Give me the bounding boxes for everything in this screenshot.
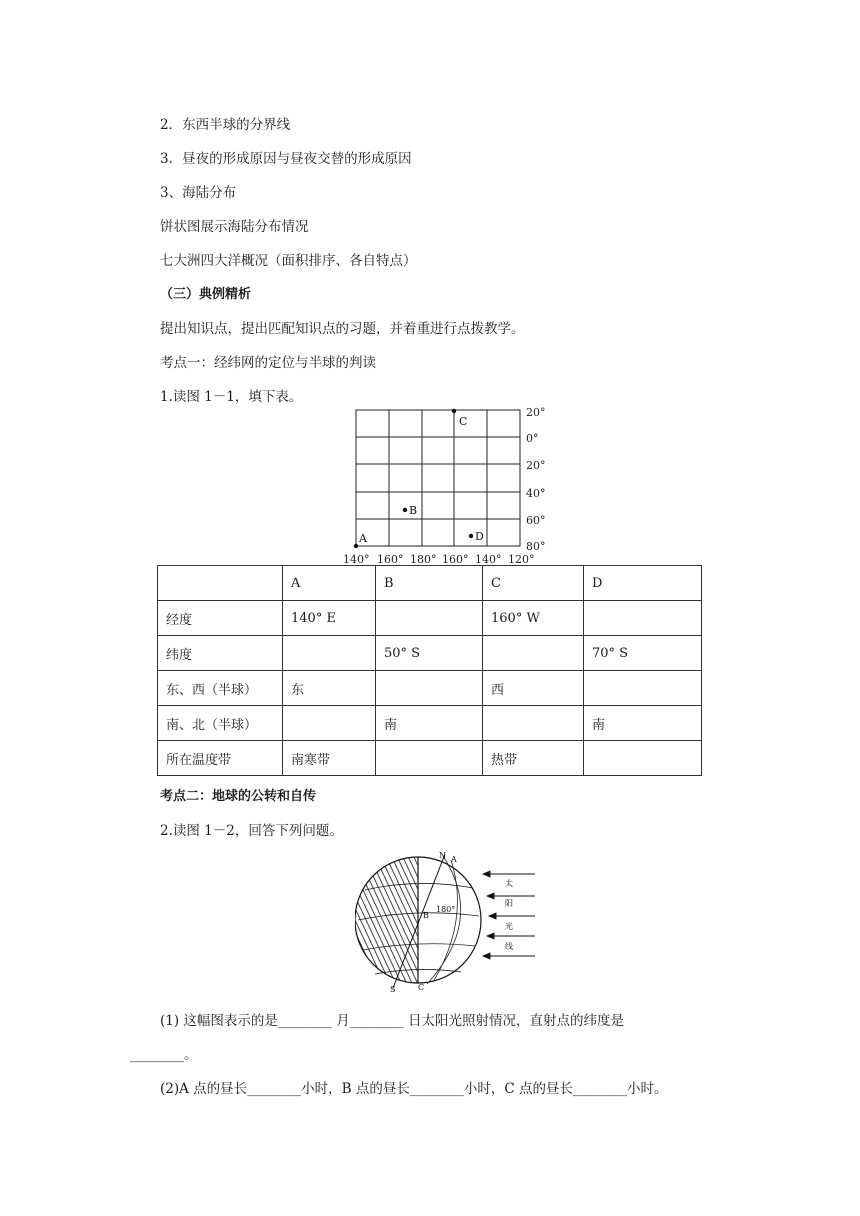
lat-label: 80° bbox=[526, 540, 546, 553]
table-cell bbox=[584, 741, 702, 776]
lat-lon-grid-figure bbox=[340, 402, 560, 568]
label-180: 180° bbox=[436, 905, 456, 914]
label-a: A bbox=[451, 855, 457, 864]
table-cell bbox=[158, 566, 283, 601]
table-cell bbox=[283, 636, 376, 671]
table-cell bbox=[584, 601, 702, 636]
table-cell bbox=[376, 671, 483, 706]
point-a-label: A bbox=[359, 532, 367, 545]
lon-label: 140° bbox=[343, 553, 370, 566]
table-cell: 70° S bbox=[584, 636, 702, 671]
point-d-dot bbox=[469, 534, 473, 538]
table-cell bbox=[376, 741, 483, 776]
table-cell: 南 bbox=[376, 706, 483, 741]
point-c-dot bbox=[452, 409, 456, 413]
table-row bbox=[158, 741, 702, 776]
lon-label: 120° bbox=[508, 553, 535, 566]
table-cell: 所在温度带 bbox=[158, 741, 283, 776]
lon-label: 160° bbox=[377, 553, 404, 566]
table-cell: 东、西（半球） bbox=[158, 671, 283, 706]
section-heading-examples: （三）典例精析 bbox=[160, 287, 252, 302]
point-b-label: B bbox=[409, 504, 418, 517]
table-row bbox=[158, 706, 702, 741]
section-heading-exam-point-2: 考点二：地球的公转和自传 bbox=[160, 789, 317, 804]
table-cell: A bbox=[283, 566, 376, 601]
table-cell: B bbox=[376, 566, 483, 601]
table-cell bbox=[283, 706, 376, 741]
table-cell: 热带 bbox=[483, 741, 584, 776]
table-row bbox=[158, 636, 702, 671]
question-1-line-2: ________。 bbox=[130, 1047, 198, 1063]
table-cell bbox=[483, 636, 584, 671]
line-question-2: 2.读图 1－2，回答下列问题。 bbox=[160, 823, 343, 839]
lon-label: 160° bbox=[442, 553, 469, 566]
table-cell: 西 bbox=[483, 671, 584, 706]
sun-char: 线 bbox=[505, 942, 513, 951]
line-method: 提出知识点，提出匹配知识点的习题，并着重进行点拨教学。 bbox=[160, 321, 525, 337]
table-cell: 140° E bbox=[283, 601, 376, 636]
table-cell: 南 bbox=[584, 706, 702, 741]
point-info-table bbox=[157, 565, 702, 776]
sun-char: 太 bbox=[505, 879, 513, 888]
question-1-line-1: (1) 这幅图表示的是________ 月________ 日太阳光照射情况，直射点的纬度是 bbox=[160, 1013, 624, 1029]
line-east-west-boundary: 2．东西半球的分界线 bbox=[160, 117, 291, 133]
point-a-dot bbox=[354, 544, 358, 548]
table-header-row bbox=[158, 566, 702, 601]
label-n: N bbox=[439, 851, 446, 860]
table-row bbox=[158, 601, 702, 636]
line-pie-chart: 饼状图展示海陆分布情况 bbox=[160, 219, 309, 235]
lon-label: 140° bbox=[475, 553, 502, 566]
question-2-line: (2)A 点的昼长________小时，B 点的昼长________小时，C 点的昼长________小时。 bbox=[160, 1081, 668, 1097]
table-cell: 纬度 bbox=[158, 636, 283, 671]
sun-char: 阳 bbox=[505, 899, 513, 908]
table-cell: 160° W bbox=[483, 601, 584, 636]
lon-label: 180° bbox=[410, 553, 437, 566]
table-cell: C bbox=[483, 566, 584, 601]
table-cell: 50° S bbox=[376, 636, 483, 671]
line-question-1: 1.读图 1－1，填下表。 bbox=[160, 389, 303, 405]
table-row bbox=[158, 671, 702, 706]
table-cell bbox=[584, 671, 702, 706]
table-cell: 南、北（半球） bbox=[158, 706, 283, 741]
table-cell: 南寒带 bbox=[283, 741, 376, 776]
point-d-label: D bbox=[475, 530, 484, 543]
lat-label: 0° bbox=[526, 432, 539, 445]
lat-label: 40° bbox=[526, 487, 546, 500]
globe-illumination-figure bbox=[355, 850, 545, 992]
table-cell: 东 bbox=[283, 671, 376, 706]
table-cell: D bbox=[584, 566, 702, 601]
line-land-sea: 3、海陆分布 bbox=[160, 185, 237, 201]
table-cell bbox=[376, 601, 483, 636]
line-day-night: 3．昼夜的形成原因与昼夜交替的形成原因 bbox=[160, 151, 412, 167]
line-continents-oceans: 七大洲四大洋概况（面积排序、各自特点） bbox=[160, 253, 417, 269]
line-exam-point-1: 考点一：经纬网的定位与半球的判读 bbox=[160, 355, 376, 371]
lat-label: 60° bbox=[526, 514, 546, 527]
label-c: C bbox=[418, 983, 425, 992]
label-b: B bbox=[423, 911, 429, 920]
label-s: S bbox=[390, 985, 396, 992]
lat-label: 20° bbox=[526, 406, 546, 419]
table-cell bbox=[483, 706, 584, 741]
lat-label: 20° bbox=[526, 459, 546, 472]
table-cell: 经度 bbox=[158, 601, 283, 636]
sun-char: 光 bbox=[505, 922, 513, 931]
point-c-label: C bbox=[459, 415, 468, 428]
point-b-dot bbox=[403, 508, 407, 512]
